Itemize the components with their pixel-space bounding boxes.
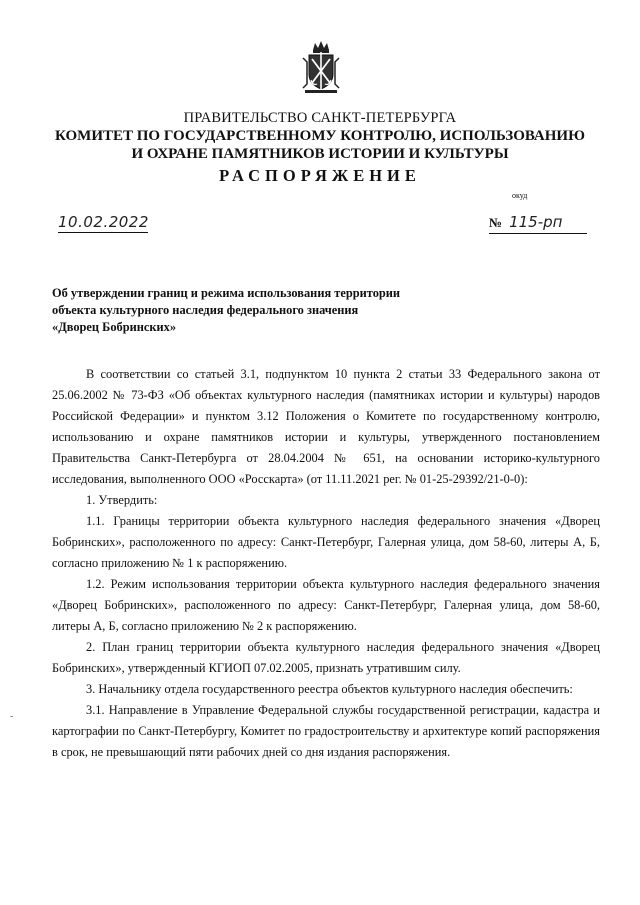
subject-line-3: «Дворец Бобринских»	[52, 320, 177, 334]
paragraph-item-3-1: 3.1. Направление в Управление Федеральной службы государственной регистрации, кадастра и картографии по Санкт-Петербургу, Комитет по градостроительству и архитектуре копий распоряжения в срок, не превышающий пяти рабочих дней со дня издания распоряжения.	[52, 703, 600, 759]
paragraph-item-3: 3. Начальнику отдела государственного реестра объектов культурного наследия обеспечить:	[86, 682, 573, 696]
paragraph-item-1: 1. Утвердить:	[86, 493, 158, 507]
document-subject	[52, 285, 432, 336]
document-number-field	[489, 213, 587, 234]
handwritten-date: 10.02.2022	[58, 213, 149, 231]
okud-label: окуд	[512, 191, 528, 200]
document-type-title: РАСПОРЯЖЕНИЕ	[219, 166, 421, 185]
paragraph-item-2: 2. План границ территории объекта культурного наследия федерального значения «Дворец Бобринских», утвержденный КГИОП 07.02.2005, признать утратившим силу.	[52, 640, 600, 675]
paragraph-item-1-1: 1.1. Границы территории объекта культурного наследия федерального значения «Дворец Бобринских», расположенного по адресу: Санкт-Петербург, Галерная улица, дом 58-60, литеры А, Б, согласно приложению № 1 к распоряжению.	[52, 514, 600, 570]
committee-line-2: И ОХРАНЕ ПАМЯТНИКОВ ИСТОРИИ И КУЛЬТУРЫ	[131, 146, 509, 162]
handwritten-number: 115-рп	[509, 213, 563, 231]
committee-line-1: КОМИТЕТ ПО ГОСУДАРСТВЕННОМУ КОНТРОЛЮ, ИСПОЛЬЗОВАНИЮ	[55, 128, 585, 144]
subject-line-1: Об утверждении границ и режима использования территории	[52, 286, 401, 300]
committee-name	[0, 127, 640, 163]
paragraph-preamble: В соответствии со статьей 3.1, подпунктом 10 пункта 2 статьи 33 Федерального закона от 25.06.2002 № 73-ФЗ «Об объектах культурного наследия (памятниках истории и культуры) народов Российской Федерации» и пунктом 3.12 Положения о Комитете по государственному контролю, использованию и охране памятников истории и культуры, утвержденного постановлением Правительства Санкт-Петербурга от 28.04.2004 № 651, на основании историко-культурного исследования, выполненного ООО «Росскарта» (от 11.11.2021 рег. № 01-25-29392/21-0-0):	[52, 367, 600, 486]
government-name: ПРАВИТЕЛЬСТВО САНКТ-ПЕТЕРБУРГА	[183, 110, 457, 126]
coat-of-arms-icon	[299, 40, 343, 96]
number-sign: №	[489, 215, 503, 230]
subject-line-2: объекта культурного наследия федерального значения	[52, 303, 359, 317]
paragraph-item-1-2: 1.2. Режим использования территории объекта культурного наследия федерального значения «Дворец Бобринских», расположенного по адресу: Санкт-Петербург, Галерная улица, дом 58-60, литеры А, Б, согласно приложению № 2 к распоряжению.	[52, 577, 600, 633]
margin-mark: -	[10, 711, 14, 722]
document-body	[52, 364, 600, 763]
